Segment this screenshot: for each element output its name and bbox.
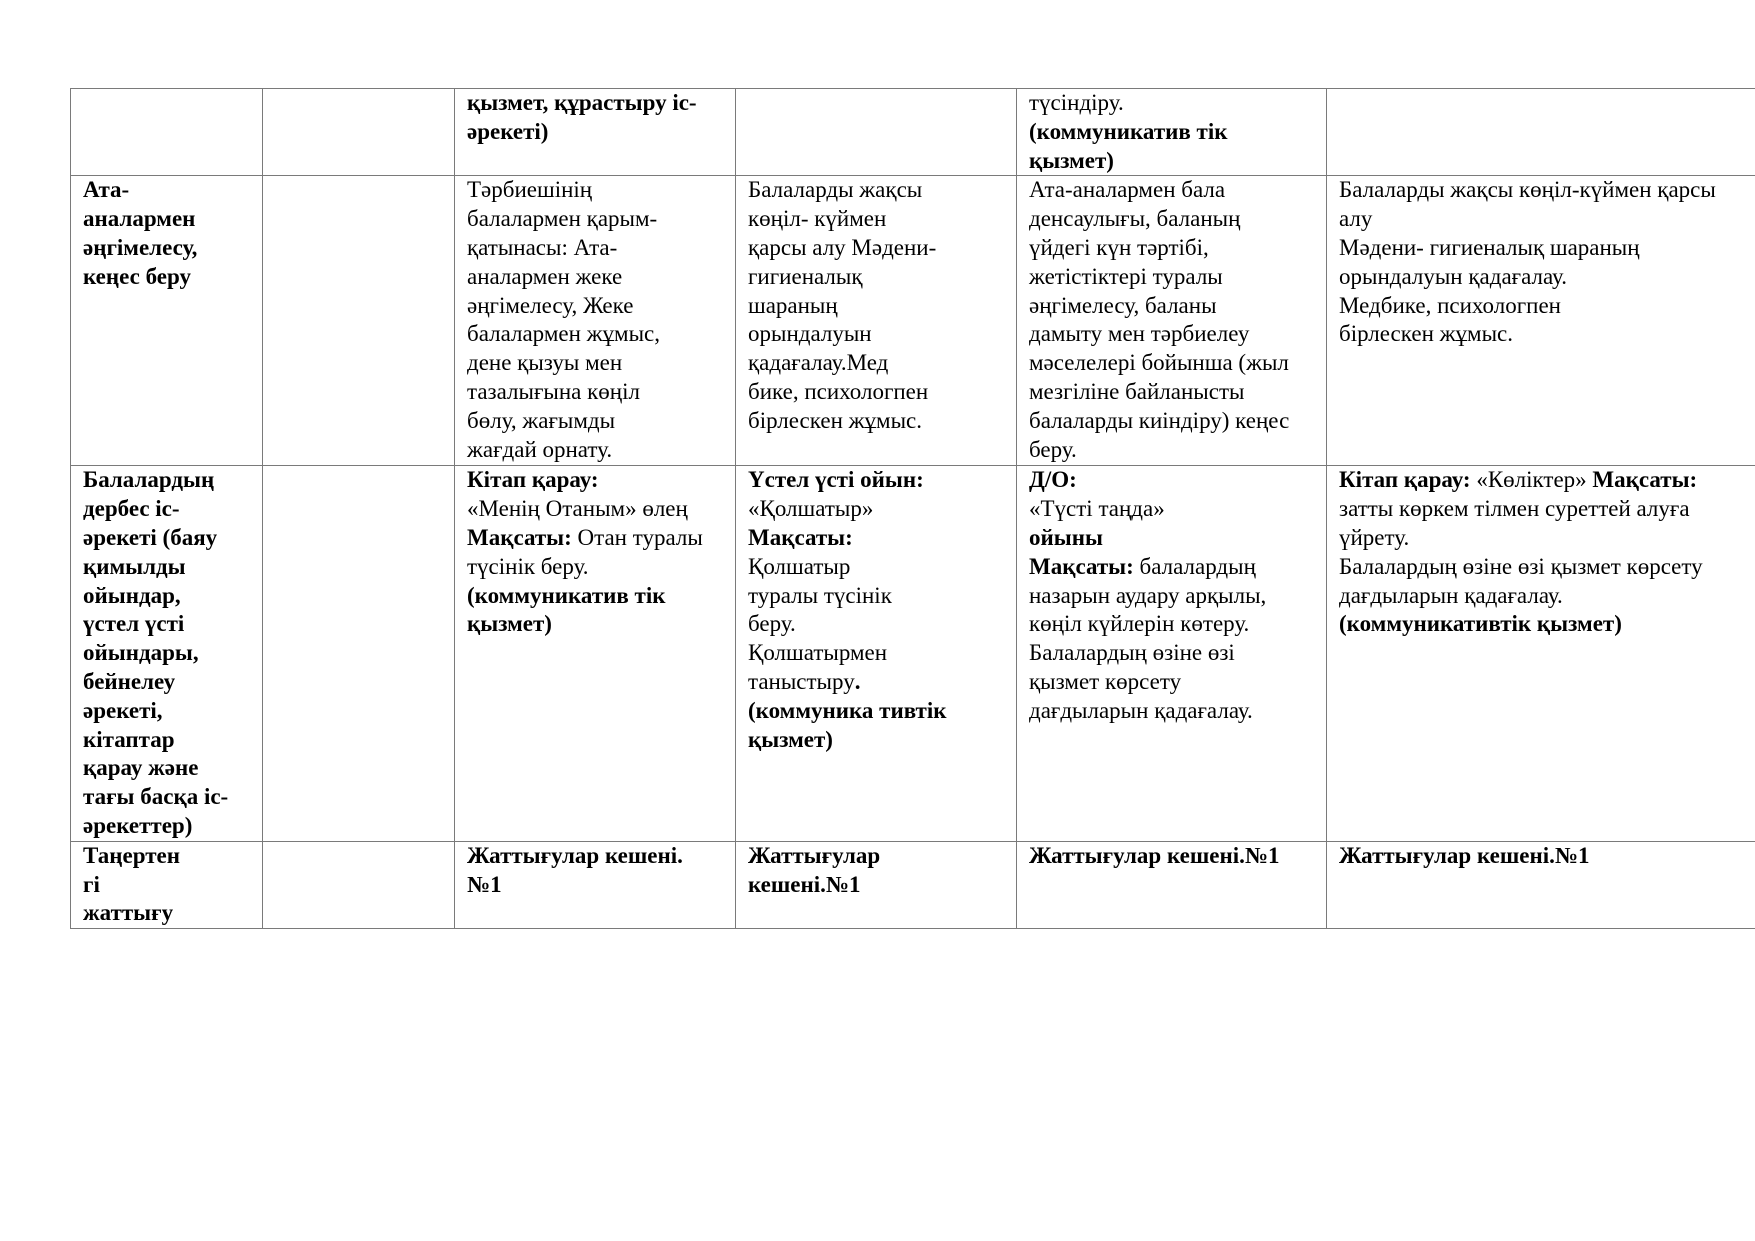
cell-line <box>467 407 731 436</box>
cell-text: қызмет, құрастыру іс- <box>467 90 697 115</box>
row-label-line: жаттығу <box>83 900 174 926</box>
cell-text: қызмет) <box>467 611 552 637</box>
row-label-line: Таңертен <box>83 842 180 868</box>
cell-text: таныстыру <box>748 668 855 694</box>
cell-text: Жаттығулар кешені.№1 <box>1029 842 1280 868</box>
cell-text: затты көркем тілмен суреттей алуға <box>1339 496 1690 522</box>
row-label-line: қимылды <box>83 553 186 579</box>
cell-line <box>467 349 731 378</box>
cell-text: шараның <box>748 292 838 318</box>
cell-text: Мақсаты: <box>467 524 578 550</box>
cell-line <box>467 466 731 495</box>
row-label-line: әрекеттер) <box>83 812 193 838</box>
cell-line <box>1029 205 1322 234</box>
cell-text: Қолшатырмен <box>748 640 888 666</box>
cell-text: (коммуникативтік қызмет) <box>1339 611 1622 637</box>
row-label-line: Ата- <box>83 177 130 203</box>
cell-line <box>467 292 731 321</box>
cell-line <box>748 582 1012 611</box>
cell-text: қызмет) <box>1029 147 1114 173</box>
cell-line <box>1029 349 1322 378</box>
cell-line <box>748 553 1012 582</box>
cell-line <box>1029 610 1322 639</box>
row-label-cell <box>71 466 263 841</box>
row-label-line: тағы басқа іс- <box>83 784 229 810</box>
cell-line <box>1029 147 1322 176</box>
cell-text: бике, психологпен <box>748 378 929 404</box>
cell-line <box>1029 89 1322 118</box>
cell-text: аналармен жеке <box>467 263 623 289</box>
row-label-line: кеңес беру <box>83 263 191 289</box>
cell-text: кешені.№1 <box>748 871 861 897</box>
schedule-table <box>70 88 1755 929</box>
cell-text: беру. <box>748 611 796 637</box>
cell-text: туралы түсінік <box>748 582 892 608</box>
cell-line <box>1339 610 1751 639</box>
cell-line <box>467 436 731 465</box>
cell-text: Кітап қарау: <box>467 467 599 493</box>
cell-text: балалармен жұмыс, <box>467 321 661 347</box>
cell-line <box>467 495 731 524</box>
cell-line <box>467 176 731 205</box>
table-row <box>71 466 1755 841</box>
cell-line <box>1029 697 1322 726</box>
cell-text: мәселелері бойынша (жыл <box>1029 350 1289 376</box>
table-cell <box>455 89 736 176</box>
row-label-line: гі <box>83 871 100 897</box>
cell-line <box>1029 292 1322 321</box>
table-row <box>71 89 1755 176</box>
cell-text: Отан туралы <box>577 524 703 550</box>
cell-line <box>1029 842 1322 871</box>
cell-text: «Менің Отаным» өлең <box>467 496 688 522</box>
cell-line <box>467 871 731 900</box>
cell-text: Мақсаты: <box>748 524 853 550</box>
cell-line <box>1339 553 1751 582</box>
cell-line <box>1339 205 1751 234</box>
cell-text: үйдегі күн тәртібі, <box>1029 234 1209 260</box>
cell-line <box>1339 320 1751 349</box>
cell-line <box>1029 495 1322 524</box>
cell-line <box>1339 292 1751 321</box>
cell-line <box>1339 466 1751 495</box>
cell-text: Жаттығулар <box>748 842 881 868</box>
cell-text: мезгіліне байланысты <box>1029 378 1245 404</box>
cell-text: бірлескен жұмыс. <box>748 407 922 433</box>
cell-text: №1 <box>467 871 502 897</box>
table-cell <box>1327 841 1755 928</box>
row-label-line: бейнелеу <box>83 668 176 694</box>
cell-line <box>748 524 1012 553</box>
cell-text: Балалардың өзіне өзі <box>1029 640 1235 666</box>
cell-text: балалардың <box>1139 553 1256 579</box>
row-label-line: аналармен <box>83 206 196 232</box>
table-cell <box>1327 466 1755 841</box>
cell-text: Балаларды жақсы <box>748 177 923 203</box>
cell-text: денсаулығы, баланың <box>1029 206 1241 232</box>
cell-text: Кітап қарау: <box>1339 467 1477 493</box>
table-cell <box>1017 841 1327 928</box>
cell-text: «Қолшатыр» <box>748 496 874 522</box>
row-label-line: Балалардың <box>83 467 215 493</box>
cell-text: . <box>854 668 861 694</box>
cell-text: Мәдени- гигиеналық шараның <box>1339 234 1640 260</box>
cell-line <box>748 407 1012 436</box>
cell-line <box>467 610 731 639</box>
cell-text: бөлу, жағымды <box>467 407 616 433</box>
cell-line <box>467 582 731 611</box>
cell-text: Медбике, психологпен <box>1339 292 1561 318</box>
cell-line <box>748 176 1012 205</box>
row-label-line: ойындар, <box>83 582 181 608</box>
cell-text: Балалардың өзіне өзі қызмет көрсету <box>1339 553 1703 579</box>
row-label-cell <box>71 176 263 466</box>
cell-text: әрекеті) <box>467 118 549 144</box>
table-row <box>71 841 1755 928</box>
cell-line <box>748 610 1012 639</box>
table-cell <box>1327 89 1755 176</box>
cell-text: үйрету. <box>1339 524 1410 550</box>
cell-line <box>748 668 1012 697</box>
cell-line <box>1029 407 1322 436</box>
cell-line <box>1339 582 1751 611</box>
cell-text: Д/О: <box>1029 467 1077 493</box>
cell-text: балалармен қарым- <box>467 206 658 232</box>
cell-line <box>467 89 731 118</box>
cell-line <box>467 553 731 582</box>
cell-text: (коммуника тивтік <box>748 697 947 723</box>
cell-text: Жаттығулар кешені. <box>467 842 683 868</box>
cell-line <box>1339 495 1751 524</box>
cell-line <box>1029 263 1322 292</box>
table-cell <box>736 176 1017 466</box>
cell-text: дамыту мен тәрбиелеу <box>1029 321 1250 347</box>
row-label-line: әрекеті, <box>83 697 163 723</box>
cell-line <box>1339 176 1751 205</box>
cell-text: гигиеналық <box>748 263 863 289</box>
table-cell <box>736 841 1017 928</box>
cell-line <box>748 378 1012 407</box>
cell-text: беру. <box>1029 436 1077 462</box>
cell-line <box>467 524 731 553</box>
cell-line <box>1029 234 1322 263</box>
cell-text: дене қызуы мен <box>467 350 623 376</box>
row-label-cell <box>71 841 263 928</box>
cell-line <box>1029 524 1322 553</box>
cell-text: түсіндіру. <box>1029 90 1124 115</box>
cell-line <box>1339 524 1751 553</box>
cell-line <box>1339 263 1751 292</box>
cell-text: Мақсаты: <box>1029 553 1140 579</box>
cell-text: алу <box>1339 206 1373 232</box>
cell-text: қатынасы: Ата- <box>467 234 618 260</box>
cell-line <box>748 234 1012 263</box>
cell-line <box>748 263 1012 292</box>
table-cell <box>263 176 455 466</box>
cell-text: Мақсаты: <box>1592 467 1698 493</box>
table-cell <box>263 89 455 176</box>
row-label-line: кітаптар <box>83 726 175 752</box>
cell-line <box>467 320 731 349</box>
cell-line <box>1029 436 1322 465</box>
table-cell <box>1017 176 1327 466</box>
cell-text: назарын аудару арқылы, <box>1029 582 1267 608</box>
cell-line <box>1029 118 1322 147</box>
cell-text: (коммуникатив тік <box>467 582 666 608</box>
cell-line <box>467 378 731 407</box>
cell-text: (коммуникатив тік <box>1029 118 1228 144</box>
cell-line <box>467 205 731 234</box>
cell-text: әңгімелесу, Жеке <box>467 292 634 318</box>
row-label-line: қарау және <box>83 755 199 781</box>
cell-text: көңіл күйлерін көтеру. <box>1029 611 1250 637</box>
cell-text: дағдыларын қадағалау. <box>1339 582 1563 608</box>
row-label-line: әңгімелесу, <box>83 234 198 260</box>
table-cell <box>736 466 1017 841</box>
cell-line <box>748 292 1012 321</box>
schedule-table-body <box>71 89 1755 929</box>
cell-text: жетістіктері туралы <box>1029 263 1223 289</box>
cell-text: көңіл- күймен <box>748 206 887 232</box>
table-cell <box>736 89 1017 176</box>
cell-text: Қолшатыр <box>748 553 851 579</box>
table-cell <box>455 466 736 841</box>
cell-text: Тәрбиешінің <box>467 177 593 203</box>
cell-line <box>1339 842 1751 871</box>
table-cell <box>263 466 455 841</box>
cell-line <box>748 205 1012 234</box>
cell-text: тазалығына көңіл <box>467 378 640 404</box>
table-row <box>71 176 1755 466</box>
cell-line <box>748 639 1012 668</box>
cell-line <box>1029 466 1322 495</box>
cell-text: түсінік беру. <box>467 553 589 579</box>
cell-line <box>748 495 1012 524</box>
cell-line <box>748 466 1012 495</box>
cell-line <box>467 842 731 871</box>
row-label-line: үстел үсті <box>83 611 185 637</box>
cell-line <box>748 842 1012 871</box>
cell-text: ойыны <box>1029 524 1103 550</box>
cell-line <box>1029 320 1322 349</box>
cell-text: «Көліктер» <box>1476 467 1593 493</box>
cell-text: Үстел үсті ойын: <box>748 467 924 493</box>
cell-text: жағдай орнату. <box>467 436 613 462</box>
cell-line <box>748 697 1012 726</box>
cell-line <box>467 263 731 292</box>
cell-text: орындалуын қадағалау. <box>1339 263 1567 289</box>
table-cell <box>1327 176 1755 466</box>
cell-line <box>748 726 1012 755</box>
cell-text: әңгімелесу, баланы <box>1029 292 1217 318</box>
cell-text: орындалуын <box>748 321 872 347</box>
row-label-line: әрекеті (баяу <box>83 524 218 550</box>
row-label-line: дербес іс- <box>83 496 180 522</box>
cell-text: «Түсті таңда» <box>1029 496 1165 522</box>
cell-line <box>748 320 1012 349</box>
table-cell <box>1017 89 1327 176</box>
cell-text: қарсы алу Мәдени- <box>748 234 937 260</box>
cell-text: қызмет) <box>748 726 833 752</box>
cell-line <box>1029 553 1322 582</box>
cell-line <box>1029 582 1322 611</box>
cell-text: дағдыларын қадағалау. <box>1029 697 1253 723</box>
cell-text: қадағалау.Мед <box>748 350 889 376</box>
cell-text: балаларды киіндіру) кеңес <box>1029 407 1290 433</box>
table-cell <box>1017 466 1327 841</box>
cell-line <box>1029 668 1322 697</box>
cell-line <box>748 349 1012 378</box>
table-cell <box>455 841 736 928</box>
cell-line <box>467 234 731 263</box>
table-cell <box>455 176 736 466</box>
cell-line <box>1339 234 1751 263</box>
cell-line <box>467 118 731 147</box>
row-label-line: ойындары, <box>83 640 199 666</box>
cell-text: Ата-аналармен бала <box>1029 177 1226 203</box>
cell-line <box>748 871 1012 900</box>
row-label-cell <box>71 89 263 176</box>
cell-line <box>1029 639 1322 668</box>
cell-text: Балаларды жақсы көңіл-күймен қарсы <box>1339 177 1716 203</box>
cell-line <box>1029 176 1322 205</box>
cell-text: қызмет көрсету <box>1029 668 1182 694</box>
cell-text: бірлескен жұмыс. <box>1339 321 1513 347</box>
table-cell <box>263 841 455 928</box>
cell-line <box>1029 378 1322 407</box>
cell-text: Жаттығулар кешені.№1 <box>1339 842 1590 868</box>
